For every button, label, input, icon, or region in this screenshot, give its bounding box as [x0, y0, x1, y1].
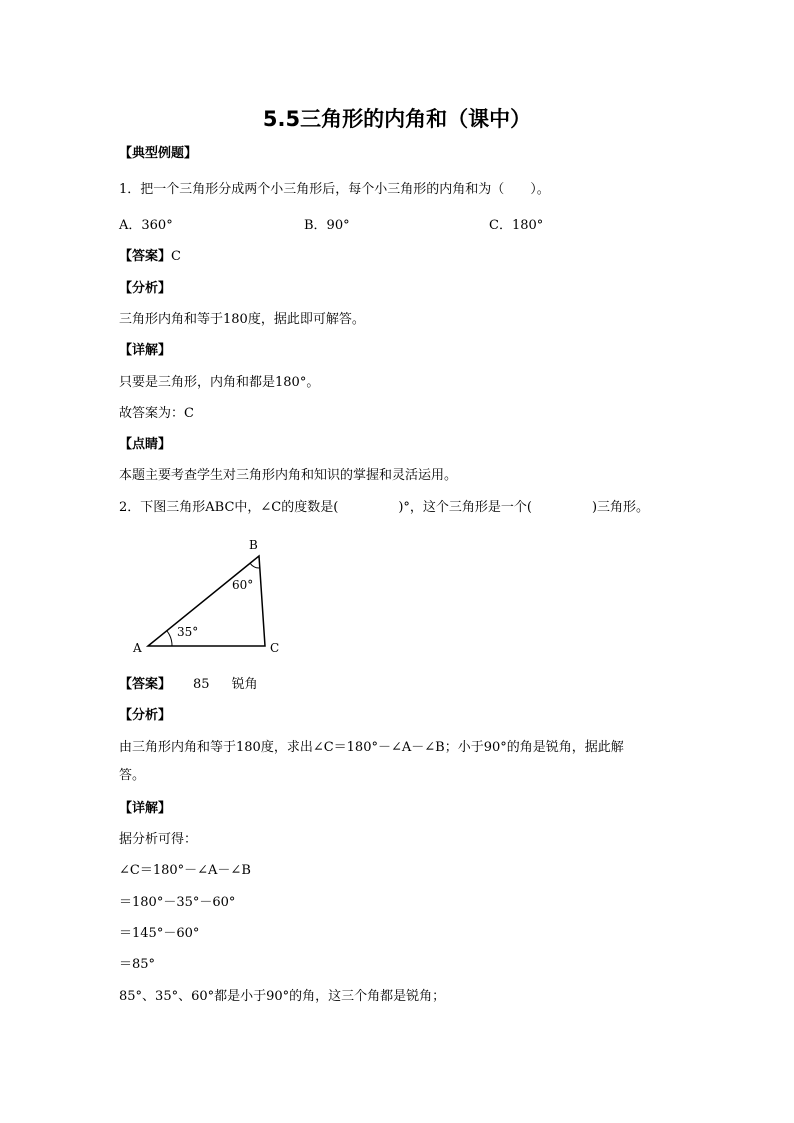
page-title: 5.5三角形的内角和（课中）: [262, 107, 532, 131]
q1-option-a: A．360°: [119, 218, 173, 233]
q2-question: [119, 499, 649, 517]
q2-question-part: )三角形。: [591, 500, 650, 515]
q1-analysis: 三角形内角和等于180度，据此即可解答。: [119, 312, 365, 327]
q1-detail-line: 只要是三角形，内角和都是180°。: [119, 375, 320, 390]
q2-detail-label: 【详解】: [119, 801, 172, 816]
q1-answer-label: 【答案】: [119, 249, 172, 264]
angle-a-label: 35°: [177, 625, 199, 639]
q2-question-part: 2．下图三角形ABC中，∠C的度数是(: [119, 500, 339, 515]
q2-answer-1: 85: [193, 677, 210, 692]
vertex-c-label: C: [270, 641, 280, 655]
q2-step: ＝85°: [119, 957, 156, 972]
q1-option-b: B．90°: [304, 218, 350, 233]
q2-analysis-line: 由三角形内角和等于180度，求出∠C＝180°－∠A－∠B；小于90°的角是锐角，据此解: [119, 740, 624, 755]
q1-answer-value: C: [171, 249, 181, 264]
vertex-a-label: A: [133, 641, 142, 655]
angle-a-arc: [167, 631, 172, 646]
q2-answer-label: 【答案】: [119, 677, 172, 692]
angle-b-label: 60°: [232, 578, 254, 592]
q2-step: ＝145°－60°: [119, 926, 200, 941]
q1-analysis-label: 【分析】: [119, 281, 172, 296]
q1-option-c: C．180°: [489, 218, 544, 233]
q1-detail-label: 【详解】: [119, 343, 172, 358]
q2-step: ∠C＝180°－∠A－∠B: [119, 863, 251, 878]
q2-answer-2: 锐角: [231, 677, 258, 692]
vertex-b-label: B: [249, 538, 258, 552]
q1-question: 1．把一个三角形分成两个小三角形后，每个小三角形的内角和为（ ）。: [119, 182, 550, 197]
q2-conclusion: 85°、35°、60°都是小于90°的角，这三个角都是锐角；: [119, 989, 446, 1004]
q2-analysis-label: 【分析】: [119, 708, 172, 723]
q1-comment-label: 【点睛】: [119, 437, 172, 452]
q2-step: ＝180°－35°－60°: [119, 895, 236, 910]
q2-question-part: )°，这个三角形是一个(: [398, 500, 532, 515]
q1-answer: [119, 248, 181, 266]
section-heading: 【典型例题】: [119, 146, 198, 161]
triangle-abc: [148, 556, 265, 646]
q1-detail-line: 故答案为：C: [119, 406, 194, 421]
q1-comment: 本题主要考查学生对三角形内角和知识的掌握和灵活运用。: [119, 468, 458, 483]
q2-answer: [119, 676, 258, 694]
angle-b-arc: [250, 563, 259, 568]
q2-detail-intro: 据分析可得：: [119, 832, 198, 847]
q2-analysis-line: 答。: [119, 768, 146, 783]
